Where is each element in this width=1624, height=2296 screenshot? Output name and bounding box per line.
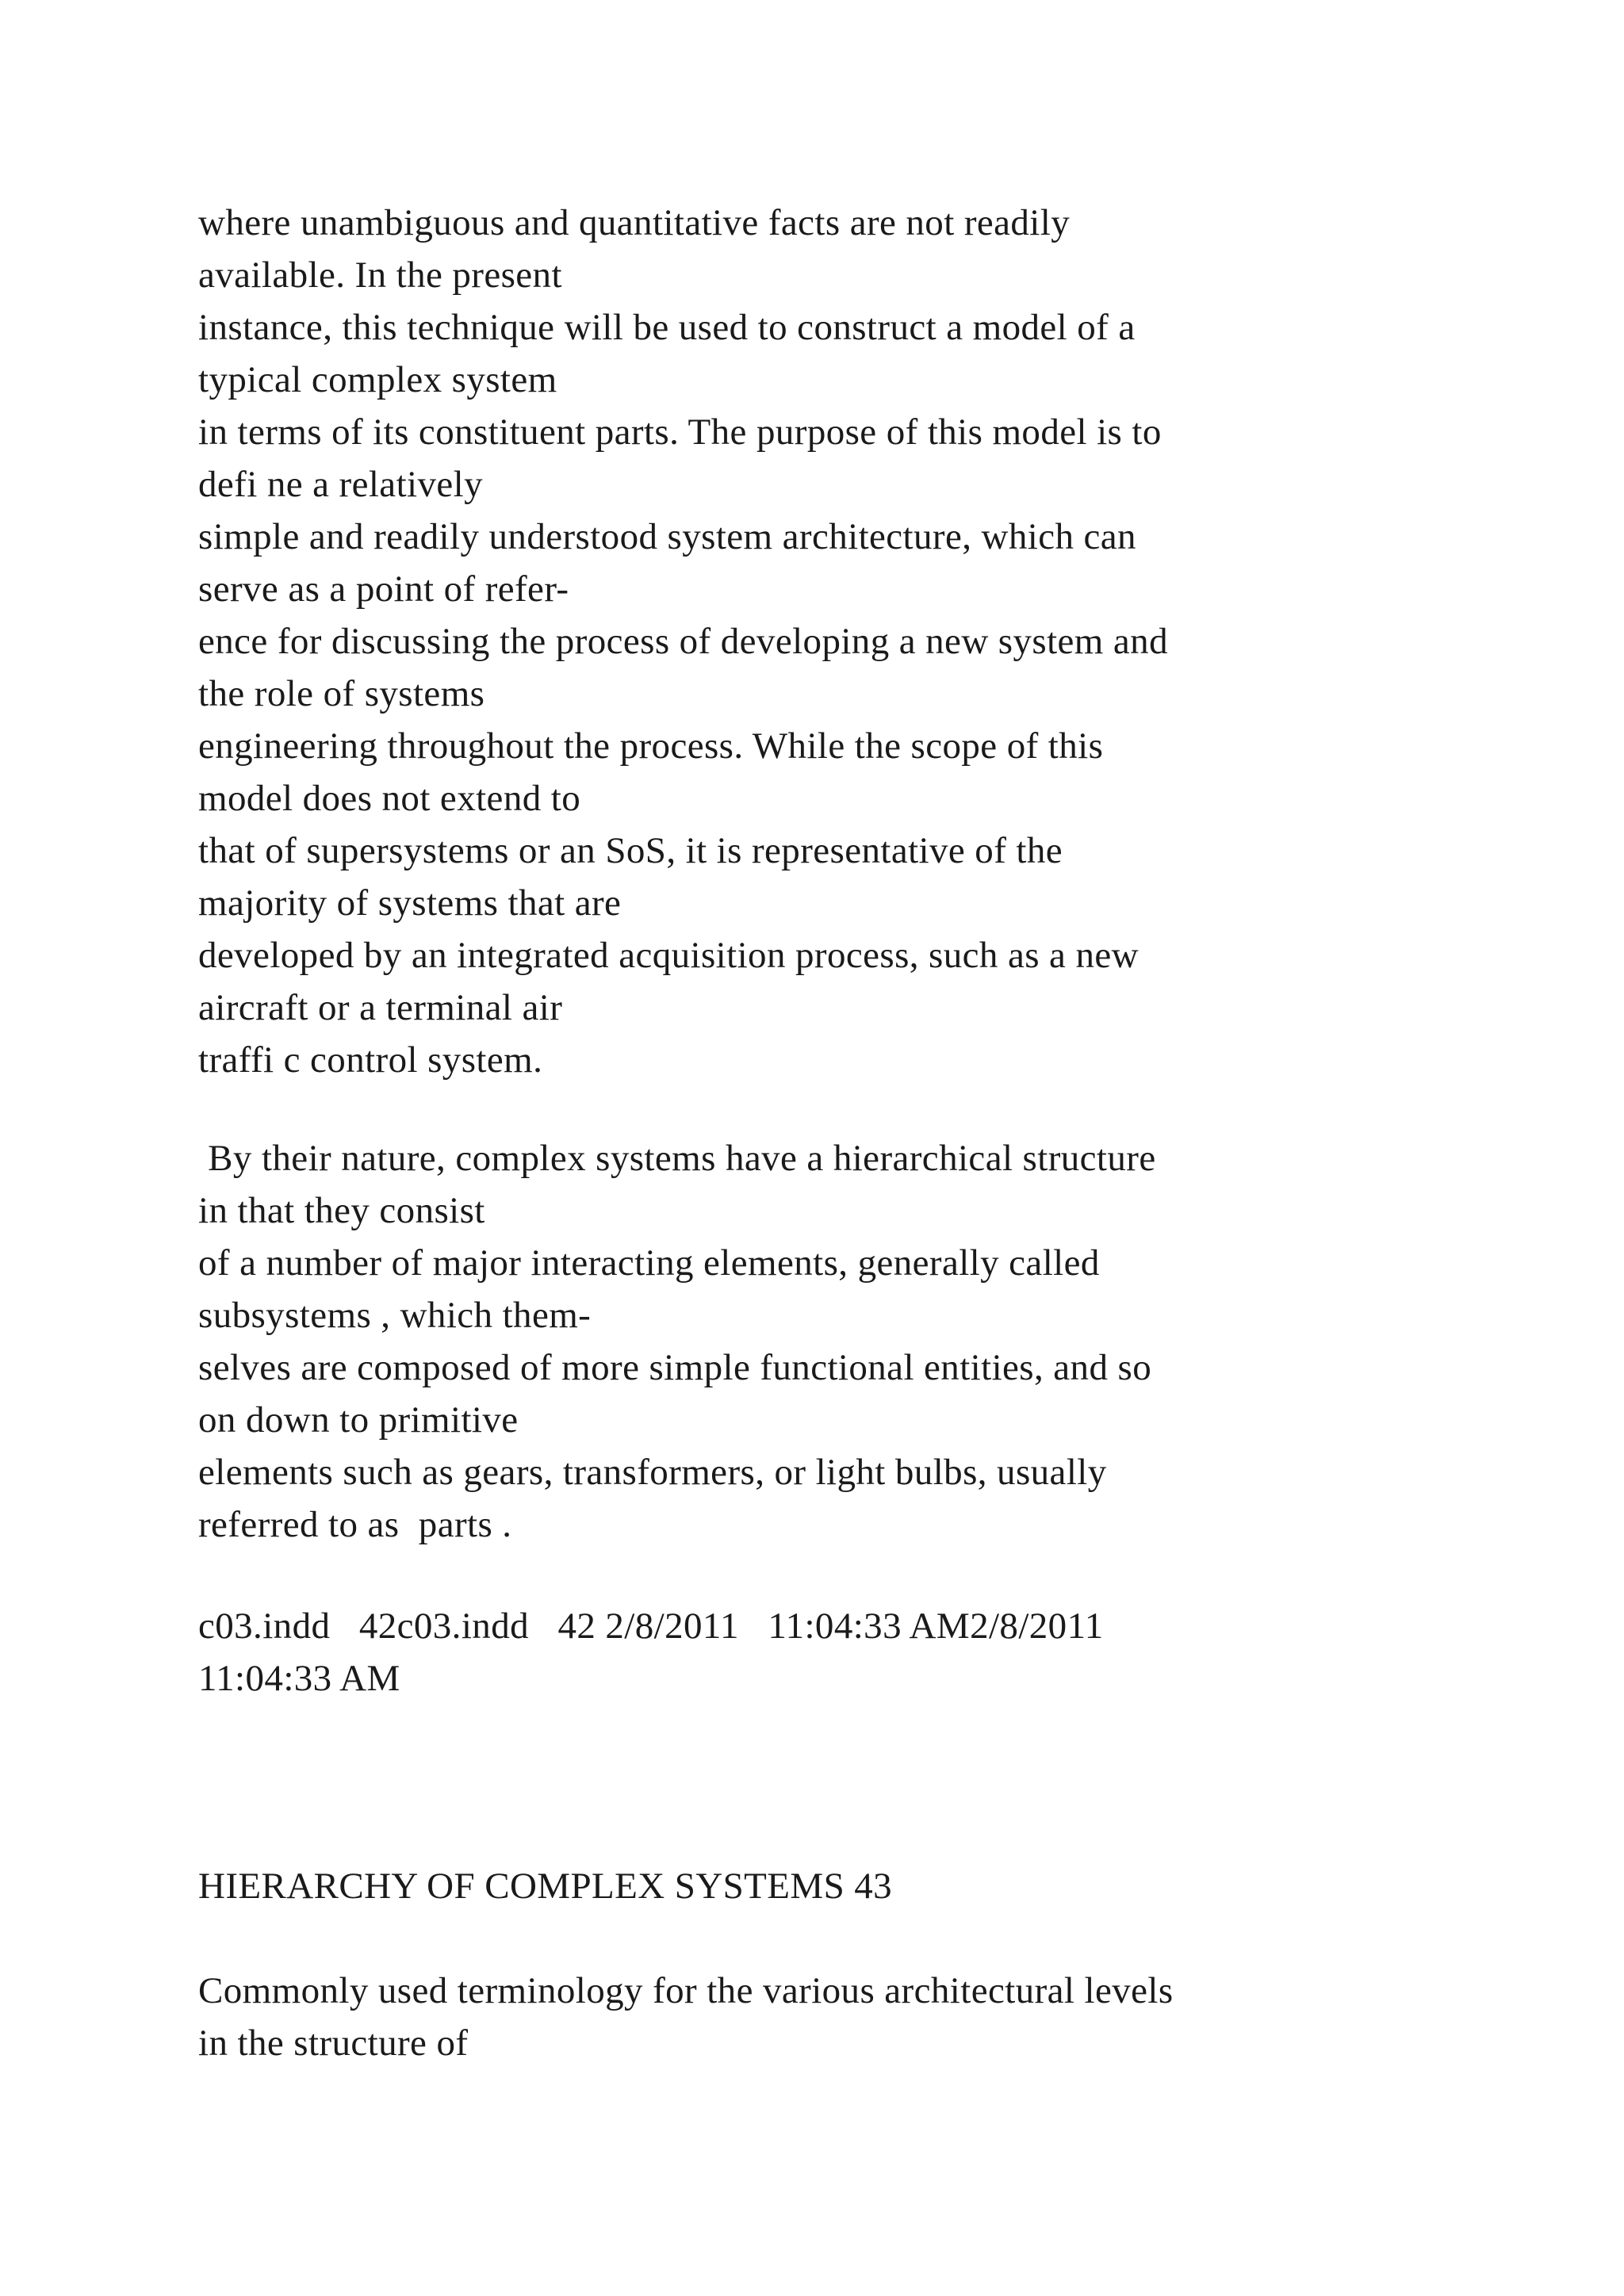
text-line: engineering throughout the process. While the scope of this xyxy=(198,725,1104,767)
running-heading xyxy=(198,1860,1546,1912)
footer-line: 11:04:33 AM xyxy=(198,1658,400,1699)
text-line: subsystems , which them- xyxy=(198,1295,592,1336)
text-line: referred to as parts . xyxy=(198,1504,512,1545)
section-heading: HIERARCHY OF COMPLEX SYSTEMS 43 xyxy=(198,1866,893,1907)
text-line: where unambiguous and quantitative facts are not readily xyxy=(198,202,1071,243)
text-line: available. In the present xyxy=(198,254,562,296)
text-line: model does not extend to xyxy=(198,778,581,819)
text-line: of a number of major interacting elements, generally called xyxy=(198,1242,1100,1284)
text-line: Commonly used terminology for the various architectural levels xyxy=(198,1970,1174,2011)
text-line: ence for discussing the process of developing a new system and xyxy=(198,621,1168,662)
text-line: in the structure of xyxy=(198,2022,469,2064)
text-line: By their nature, complex systems have a hierarchical structure xyxy=(198,1138,1156,1179)
text-line: on down to primitive xyxy=(198,1399,519,1441)
text-line: elements such as gears, transformers, or light bulbs, usually xyxy=(198,1452,1107,1493)
footer-line: c03.indd 42c03.indd 42 2/8/2011 11:04:33 AM2/8/2011 xyxy=(198,1605,1104,1647)
body-paragraph-2 xyxy=(198,1132,1546,1551)
text-line: in that they consist xyxy=(198,1190,485,1231)
text-line: serve as a point of refer- xyxy=(198,568,569,610)
body-paragraph-1 xyxy=(198,197,1546,1086)
text-line: majority of systems that are xyxy=(198,882,622,924)
text-line: typical complex system xyxy=(198,359,557,400)
text-line: defi ne a relatively xyxy=(198,464,484,505)
text-line: instance, this technique will be used to construct a model of a xyxy=(198,307,1136,348)
text-line: the role of systems xyxy=(198,673,485,714)
text-line: aircraft or a terminal air xyxy=(198,987,563,1028)
text-line: that of supersystems or an SoS, it is representative of the xyxy=(198,830,1063,871)
text-line: in terms of its constituent parts. The purpose of this model is to xyxy=(198,411,1162,453)
text-line: traffi c control system. xyxy=(198,1039,543,1081)
text-line: selves are composed of more simple functional entities, and so xyxy=(198,1347,1152,1388)
file-footer xyxy=(198,1600,1546,1705)
text-line: simple and readily understood system architecture, which can xyxy=(198,516,1136,557)
text-line: developed by an integrated acquisition process, such as a new xyxy=(198,935,1139,976)
body-paragraph-3 xyxy=(198,1965,1546,2069)
